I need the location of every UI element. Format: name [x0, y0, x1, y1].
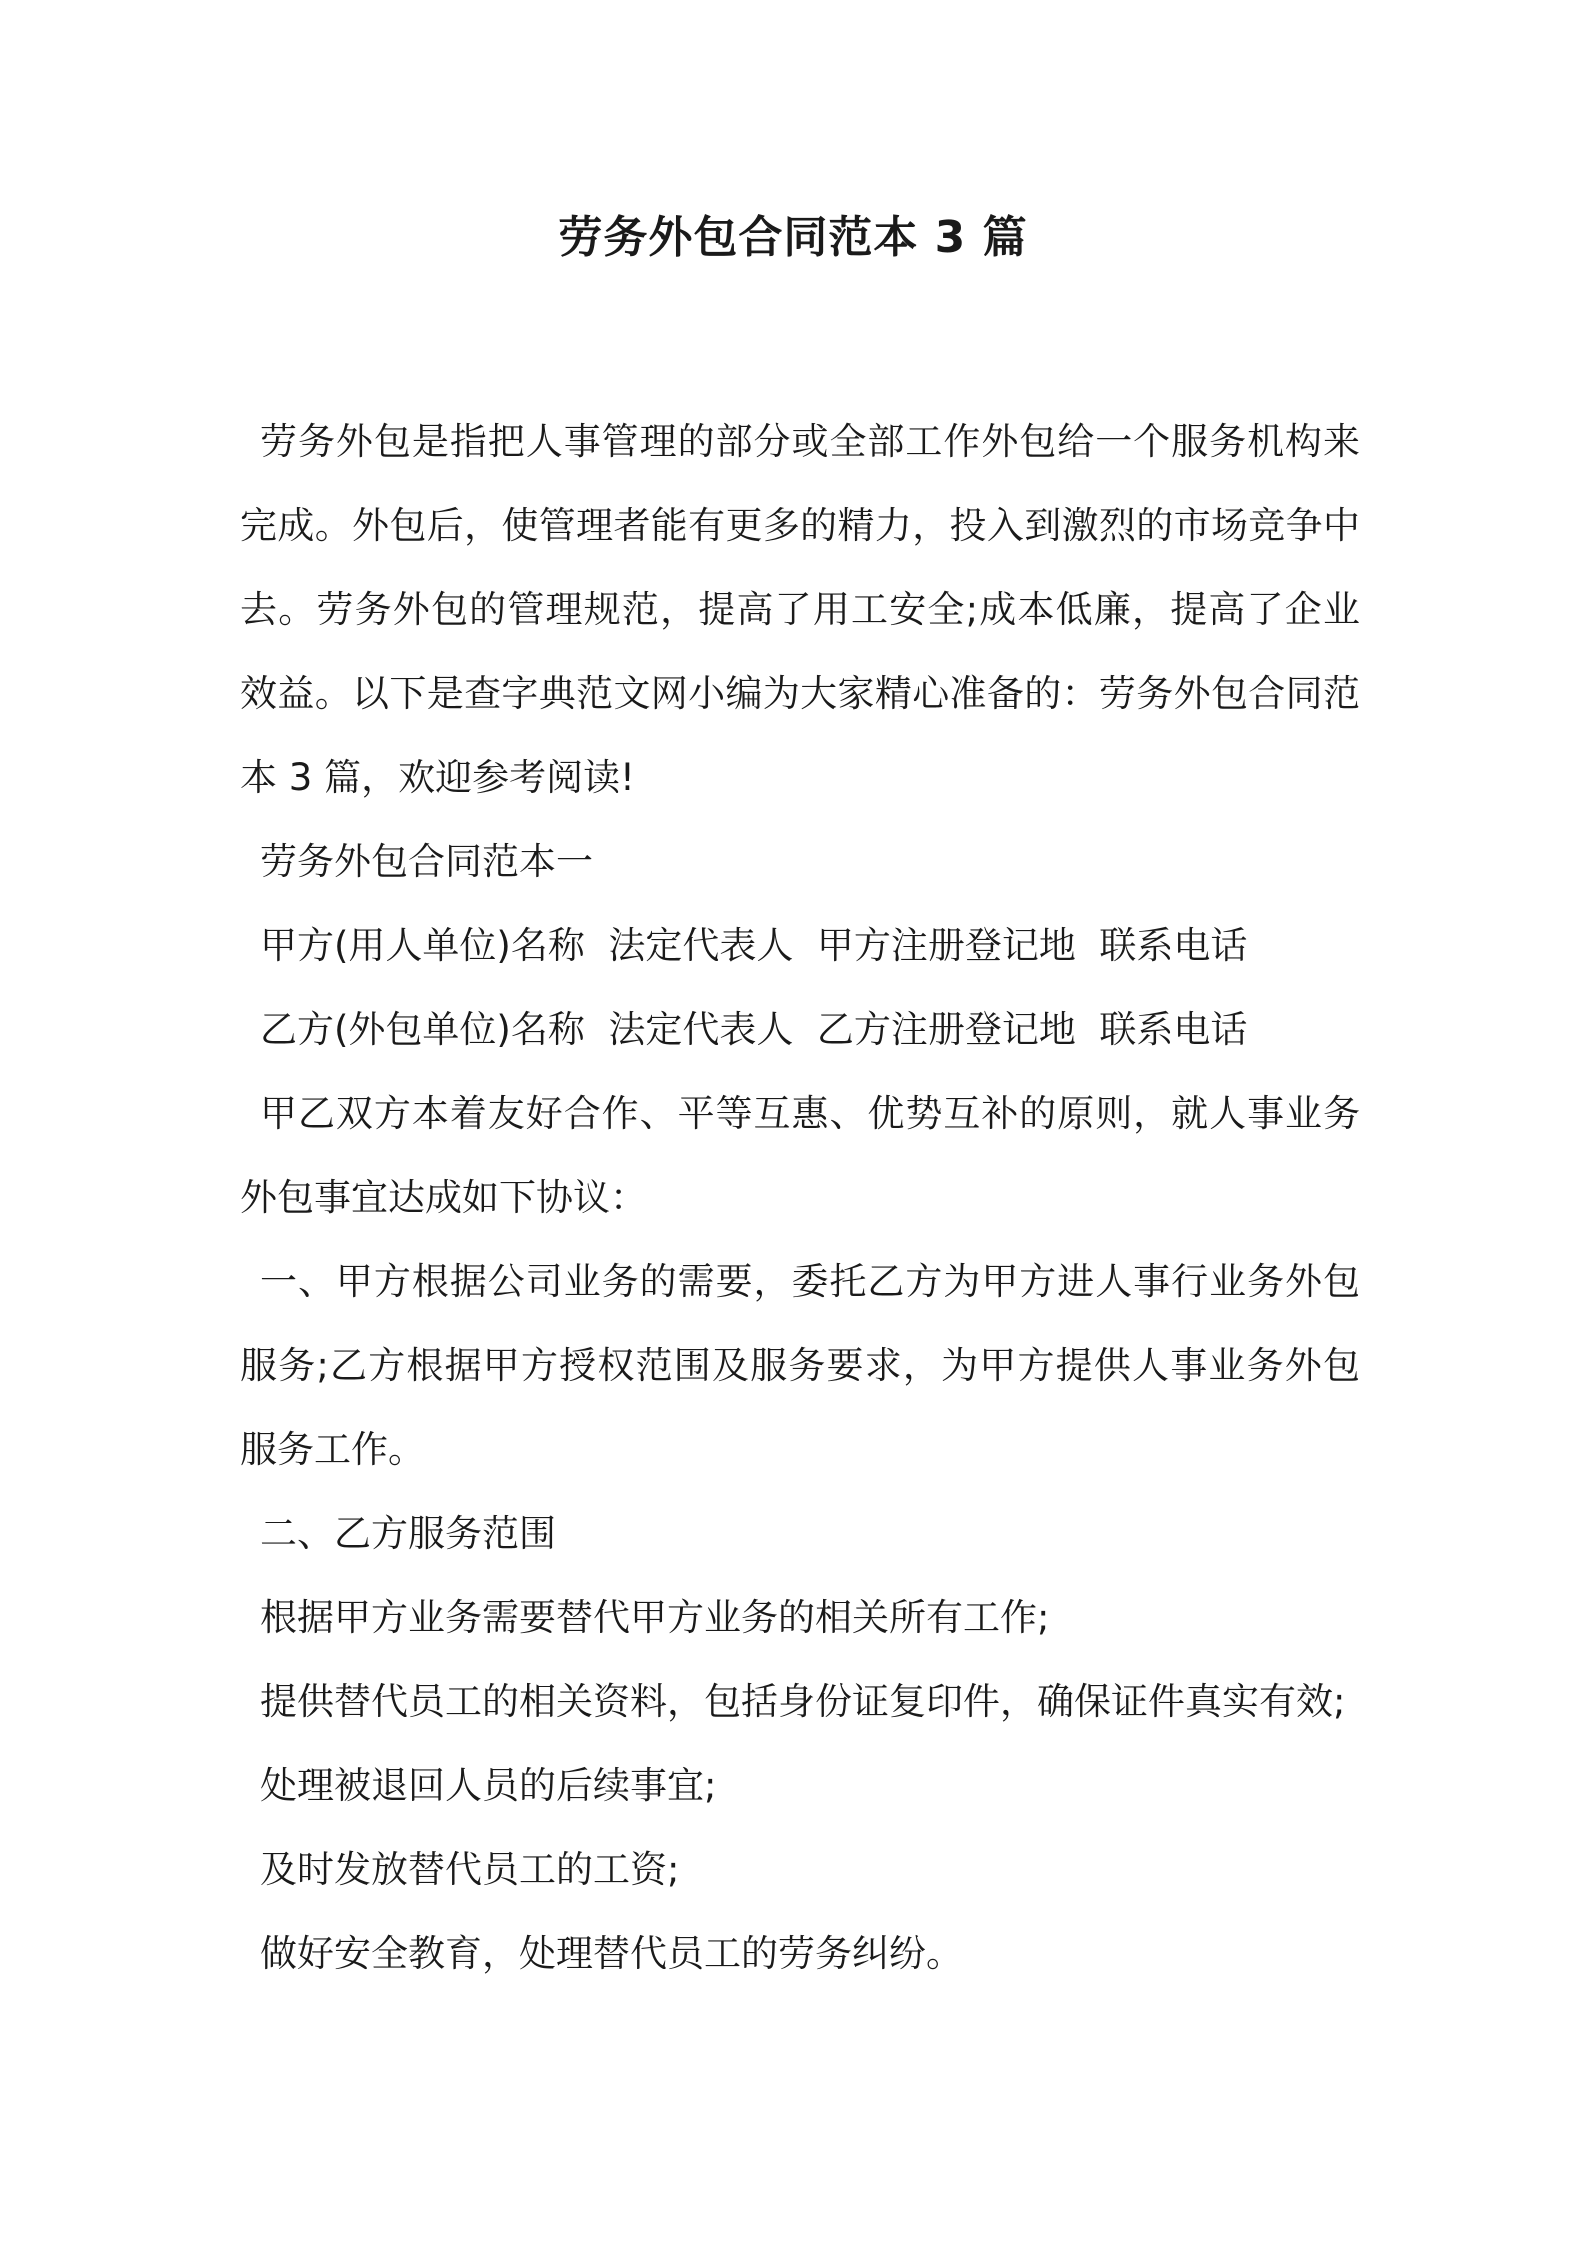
clause-one: 一、甲方根据公司业务的需要，委托乙方为甲方进人事行业务外包服务;乙方根据甲方授权范围及服务要求，为甲方提供人事业务外包服务工作。 — [240, 1260, 1360, 1471]
clause-two-heading: 二、乙方服务范围 — [260, 1512, 556, 1555]
document-body — [240, 400, 1360, 1996]
service-item: 提供替代员工的相关资料，包括身份证复印件，确保证件真实有效; — [260, 1680, 1346, 1723]
section-heading-template-one: 劳务外包合同范本一 — [260, 840, 593, 883]
service-item: 根据甲方业务需要替代甲方业务的相关所有工作; — [260, 1596, 1050, 1639]
service-item: 及时发放替代员工的工资; — [260, 1848, 680, 1891]
intro-paragraph: 劳务外包是指把人事管理的部分或全部工作外包给一个服务机构来完成。外包后，使管理者能有更多的精力，投入到激烈的市场竞争中去。劳务外包的管理规范，提高了用工安全;成本低廉，提高了企业效益。以下是查字典范文网小编为大家精心准备的：劳务外包合同范本 3 篇，欢迎参考阅读! — [240, 420, 1360, 799]
party-b-line: 乙方(外包单位)名称 法定代表人 乙方注册登记地 联系电话 — [260, 1008, 1248, 1051]
document-title: 劳务外包合同范本 3 篇 — [558, 212, 1028, 263]
service-item: 做好安全教育，处理替代员工的劳务纠纷。 — [260, 1932, 963, 1975]
agreement-preamble: 甲乙双方本着友好合作、平等互惠、优势互补的原则，就人事业务外包事宜达成如下协议： — [240, 1092, 1360, 1219]
party-a-line: 甲方(用人单位)名称 法定代表人 甲方注册登记地 联系电话 — [260, 924, 1248, 967]
service-item: 处理被退回人员的后续事宜; — [260, 1764, 717, 1807]
